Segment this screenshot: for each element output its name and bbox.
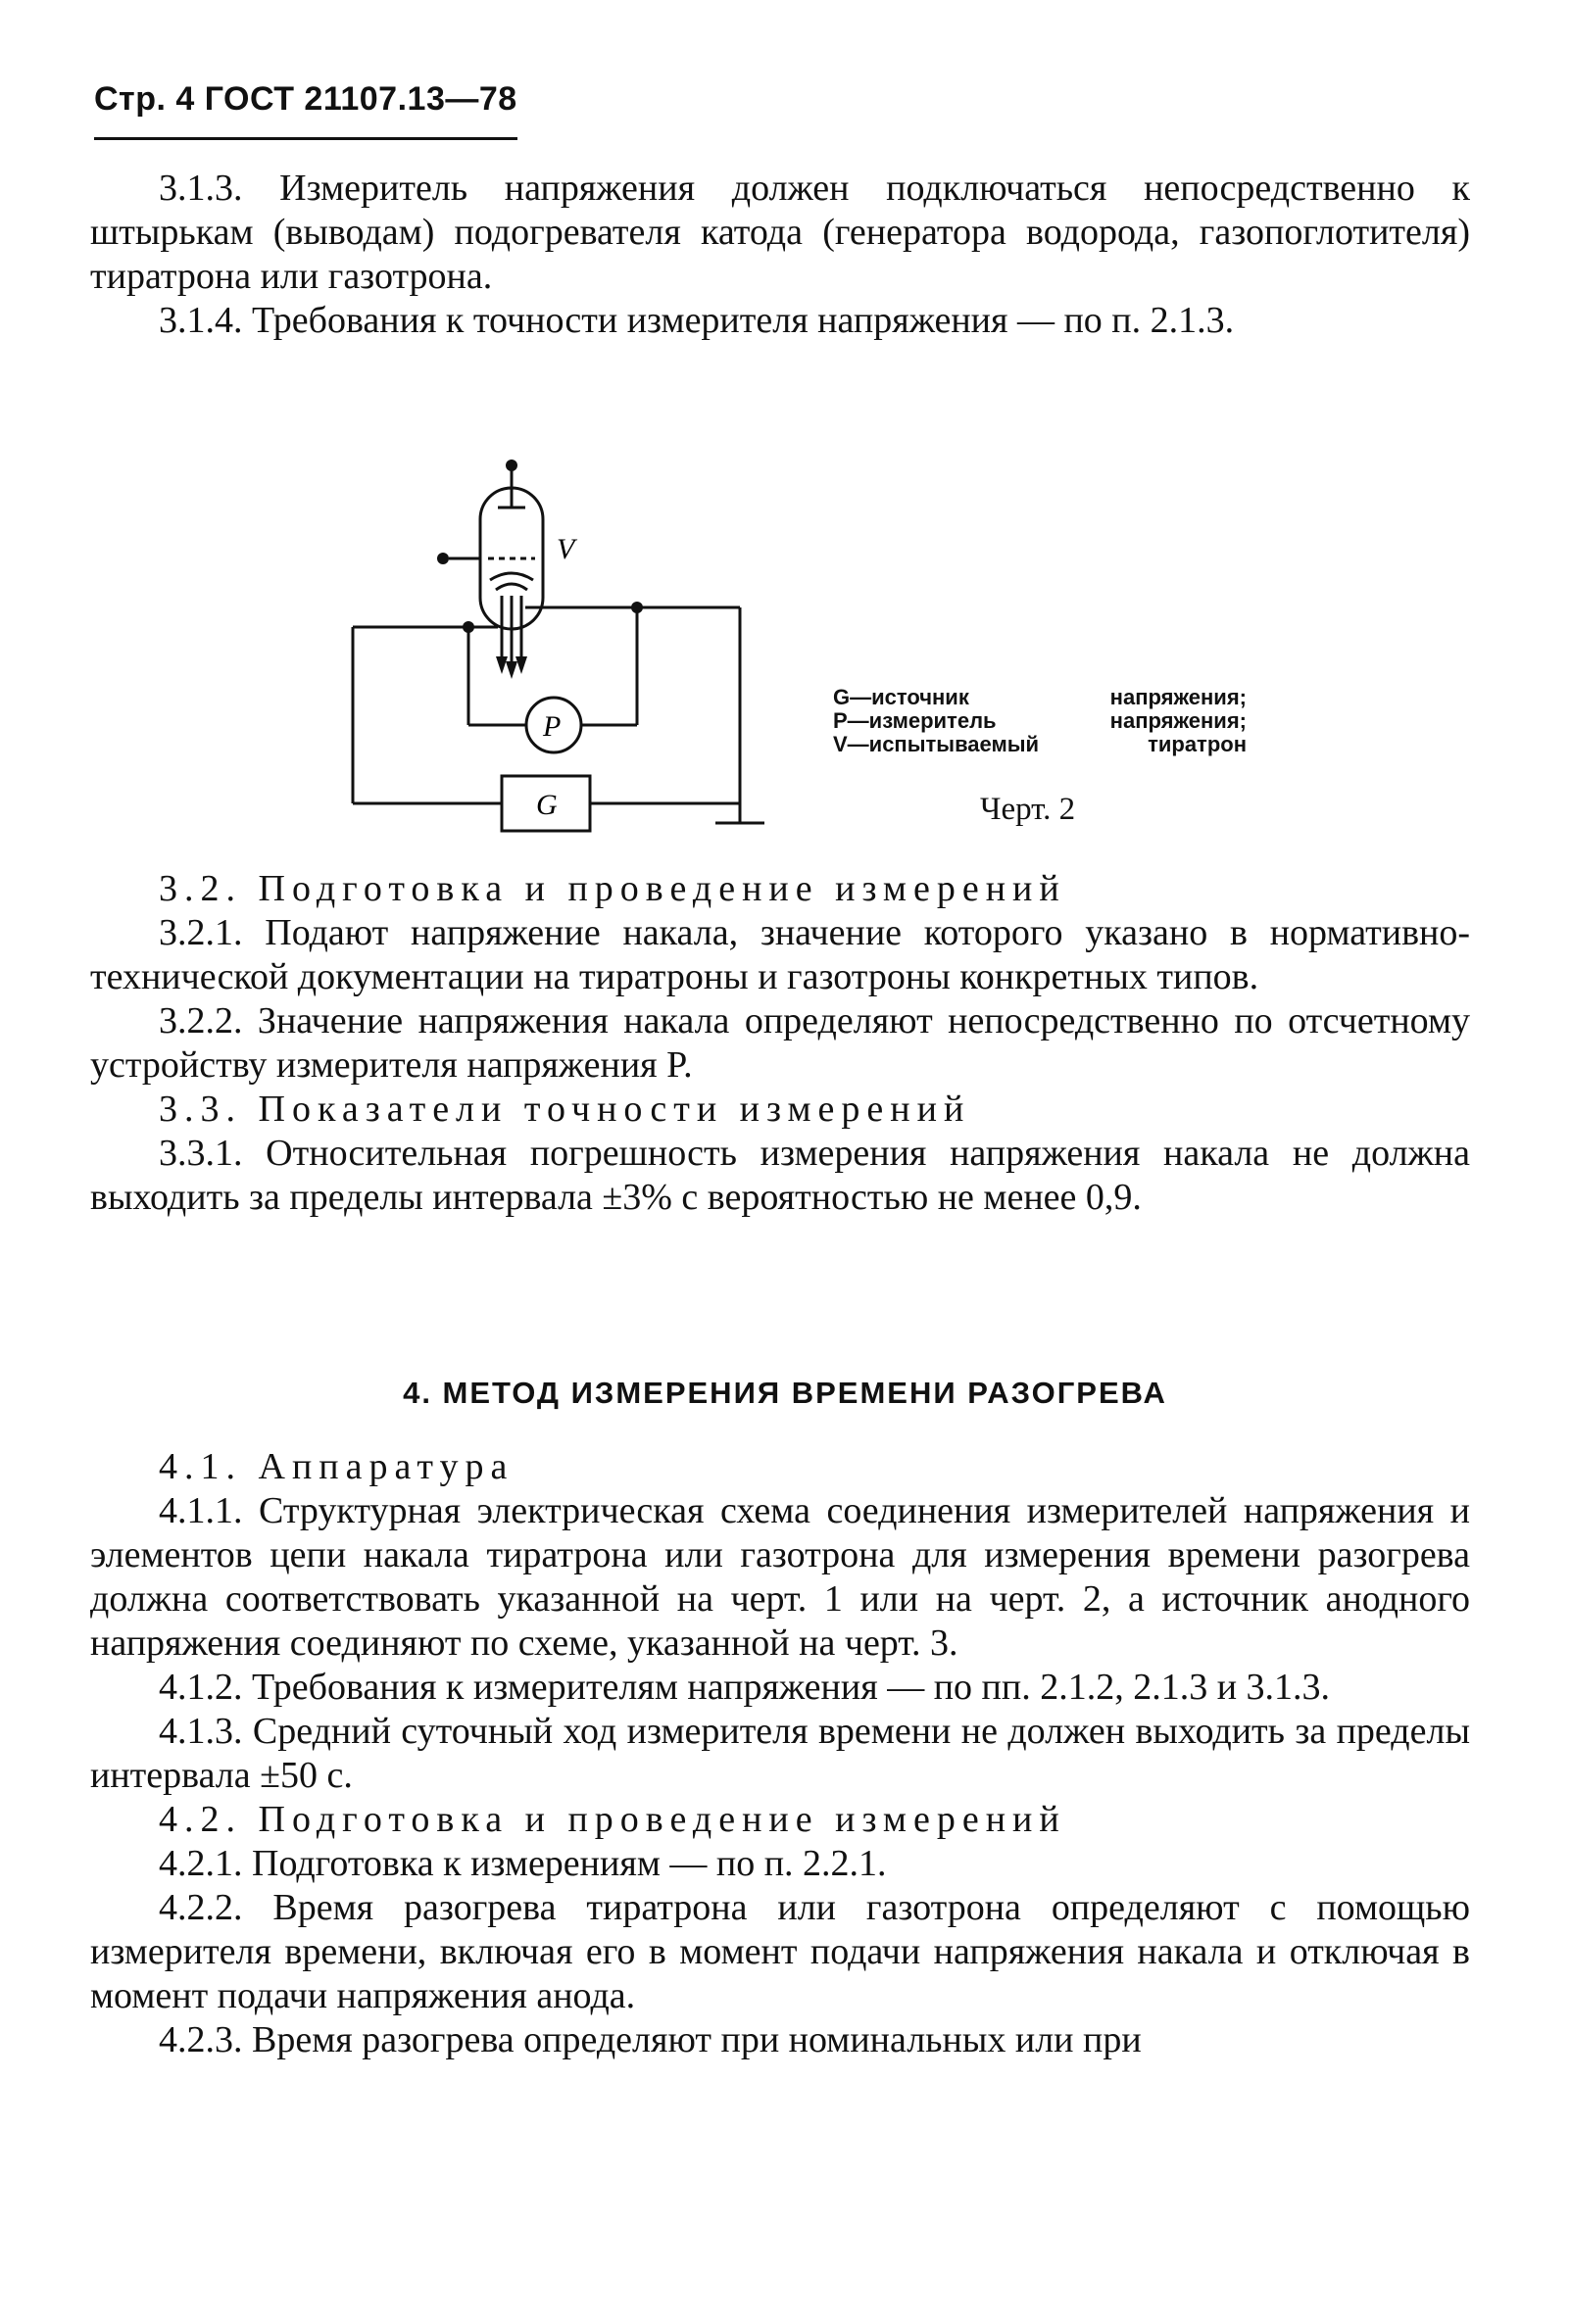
paragraph-3-2-2: 3.2.2. Значение напряжения накала определяют непосредственно по отсчетному устройству измерителя напряжения P.: [90, 1000, 1470, 1086]
text-block-3: [90, 1445, 1470, 2062]
paragraph-4-2-2: 4.2.2. Время разогрева тиратрона или газотрона определяют с помощью измерителя времени, включая его в момент подачи напряжения накала и отключая в момент подачи напряжения анода.: [90, 1887, 1470, 2016]
paragraph-3-1-4: 3.1.4. Требования к точности измерителя напряжения — по п. 2.1.3.: [159, 300, 1235, 341]
paragraph-3-2-1: 3.2.1. Подают напряжение накала, значение которого указано в нормативно-технической документации на тиратроны и газотроны конкретных типов.: [90, 912, 1470, 997]
paragraph-4-1-2: 4.1.2. Требования к измерителям напряжения — по пп. 2.1.2, 2.1.3 и 3.1.3.: [159, 1667, 1331, 1708]
paragraph-4-1-3: 4.1.3. Средний суточный ход измерителя времени не должен выходить за пределы интервала ±50 с.: [90, 1711, 1470, 1796]
paragraph-4-2-1: 4.2.1. Подготовка к измерениям — по п. 2.2.1.: [159, 1843, 887, 1884]
legend-item-p: P—измеритель напряжения;: [833, 708, 1247, 733]
page-header: Стр. 4 ГОСТ 21107.13—78: [94, 80, 517, 118]
section-4-title: 4. МЕТОД ИЗМЕРЕНИЯ ВРЕМЕНИ РАЗОГРЕВА: [403, 1376, 1167, 1410]
label-g: G: [536, 789, 558, 821]
paragraph-3-1-3: 3.1.3. Измеритель напряжения должен подключаться непосредственно к штырькам (выводам) подогревателя катода (генератора водорода, газопоглотителя) тиратрона или газотрона.: [90, 168, 1470, 297]
legend-item-g: G—источник напряжения;: [833, 685, 1247, 709]
figure-caption: Черт. 2: [980, 792, 1076, 827]
label-v: V: [557, 533, 575, 565]
heading-4-2: 4.2. Подготовка и проведение измерений: [159, 1799, 1066, 1840]
text-block-1: [90, 167, 1470, 343]
figure-legend: [833, 686, 1247, 756]
heading-4-1: 4.1. Аппаратура: [159, 1446, 515, 1487]
heading-3-3: 3.3. Показатели точности измерений: [159, 1089, 971, 1130]
text-block-2: [90, 867, 1470, 1220]
legend-item-v: V—испытываемый тиратрон: [833, 732, 1247, 756]
label-p: P: [543, 710, 562, 743]
heading-3-2: 3.2. Подготовка и проведение измерений: [159, 868, 1066, 909]
paragraph-4-2-3: 4.2.3. Время разогрева определяют при номинальных или при: [159, 2019, 1142, 2060]
paragraph-4-1-1: 4.1.1. Структурная электрическая схема соединения измерителей напряжения и элементов цепи накала тиратрона или газотрона для измерения времени разогрева должна соответствовать указанной на черт. 1 или на черт. 2, а источник анодного напряжения соединяют по схеме, указанной на черт. 3.: [90, 1490, 1470, 1664]
circuit-diagram: [333, 431, 764, 843]
header-rule: [94, 137, 517, 140]
paragraph-3-3-1: 3.3.1. Относительная погрешность измерения напряжения накала не должна выходить за пределы интервала ±3% с вероятностью не менее 0,9.: [90, 1133, 1470, 1218]
